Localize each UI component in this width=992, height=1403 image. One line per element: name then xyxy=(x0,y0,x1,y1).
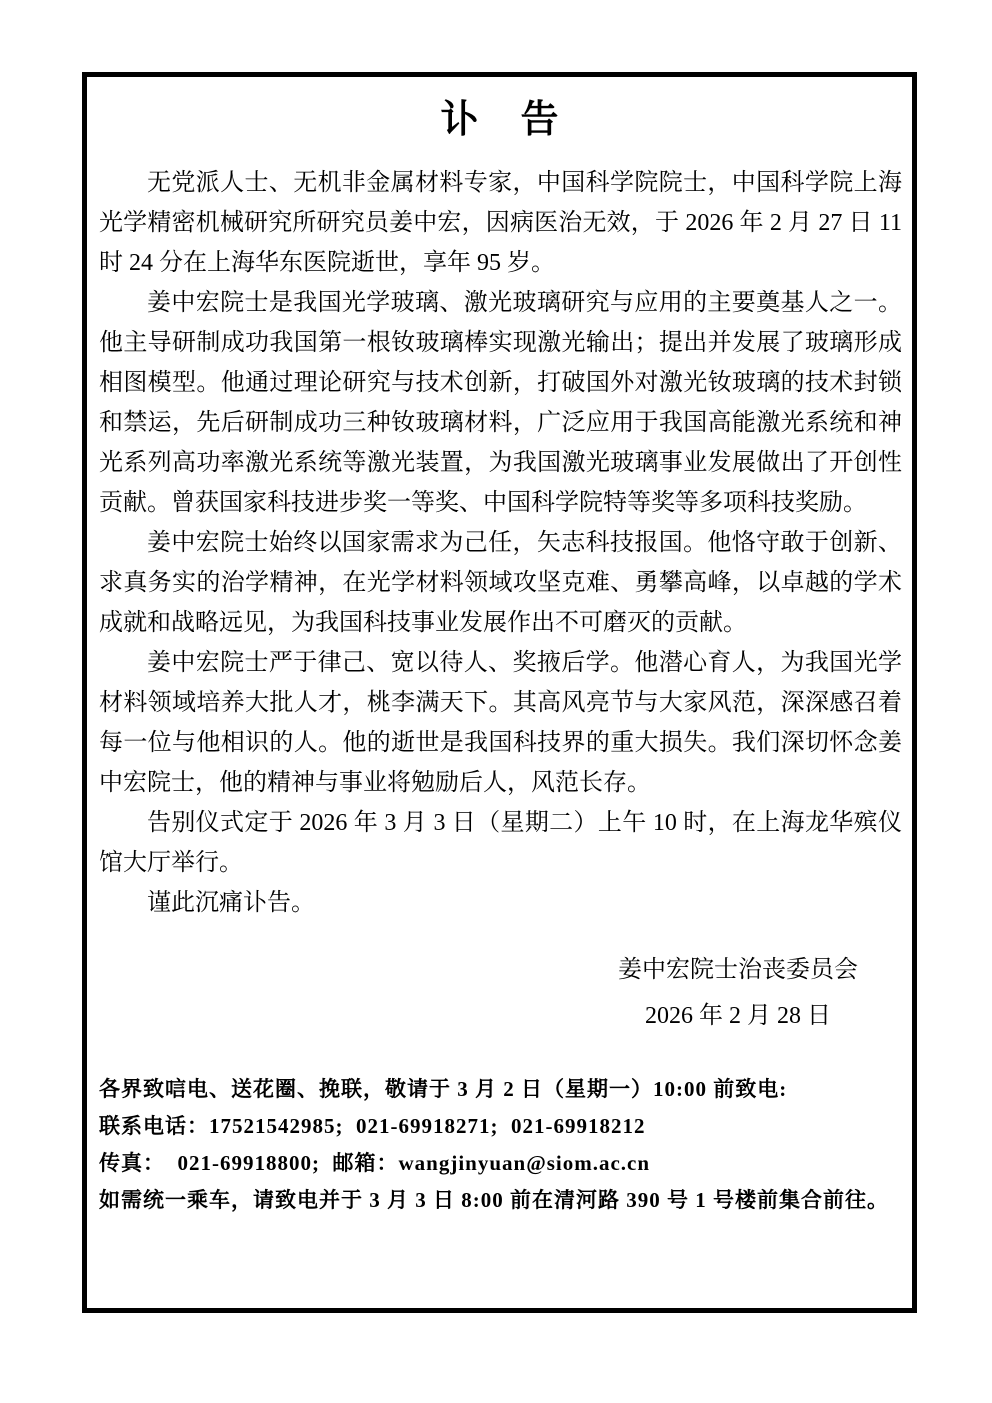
footer-phone-line: 联系电话：17521542985; 021-69918271; 021-69918212 xyxy=(99,1114,646,1138)
paragraph-ceremony-info: 告别仪式定于 2026 年 3 月 3 日（星期二）上午 10 时，在上海龙华殡仪馆大厅举行。 xyxy=(99,810,902,876)
signature-inner xyxy=(618,947,858,1039)
signature-date: 2026 年 2 月 28 日 xyxy=(645,1003,831,1029)
paragraph-death-announcement: 无党派人士、无机非金属材料专家，中国科学院院士，中国科学院上海光学精密机械研究所研究员姜中宏，因病医治无效，于 2026 年 2 月 27 日 11 时 24 分在上海华东医院逝世，享年 95 岁。 xyxy=(99,170,902,276)
obituary-document-frame xyxy=(82,72,917,1313)
contact-footer xyxy=(99,1071,902,1219)
obituary-body xyxy=(99,163,902,923)
paragraph-achievements: 姜中宏院士是我国光学玻璃、激光玻璃研究与应用的主要奠基人之一。他主导研制成功我国第一根钕玻璃棒实现激光输出；提出并发展了玻璃形成相图模型。他通过理论研究与技术创新，打破国外对激光钕玻璃的技术封锁和禁运，先后研制成功三种钕玻璃材料，广泛应用于我国高能激光系统和神光系列高功率激光系统等激光装置，为我国激光玻璃事业发展做出了开创性贡献。曾获国家科技进步奖一等奖、中国科学院特等奖等多项科技奖励。 xyxy=(99,290,902,516)
footer-transport-line: 如需统一乘车，请致电并于 3 月 3 日 8:00 前在清河路 390 号 1 号楼前集合前往。 xyxy=(99,1188,889,1212)
paragraph-dedication: 姜中宏院士始终以国家需求为己任，矢志科技报国。他恪守敢于创新、求真务实的治学精神，在光学材料领域攻坚克难、勇攀高峰，以卓越的学术成就和战略远见，为我国科技事业发展作出不可磨灭的贡献。 xyxy=(99,530,902,636)
page-title: 讣 告 xyxy=(440,99,561,141)
paragraph-closing: 谨此沉痛讣告。 xyxy=(147,890,315,916)
signature-block xyxy=(99,947,902,1039)
footer-condolence-notice-line: 各界致唁电、送花圈、挽联，敬请于 3 月 2 日（星期一）10:00 前致电: xyxy=(99,1077,788,1101)
paragraph-character-legacy: 姜中宏院士严于律己、宽以待人、奖掖后学。他潜心育人，为我国光学材料领域培养大批人才，桃李满天下。其高风亮节与大家风范，深深感召着每一位与他相识的人。他的逝世是我国科技界的重大损失。我们深切怀念姜中宏院士，他的精神与事业将勉励后人，风范长存。 xyxy=(99,650,902,796)
footer-fax-email-line: 传真： 021-69918800; 邮箱：wangjinyuan@siom.ac.cn xyxy=(99,1151,651,1175)
signature-committee: 姜中宏院士治丧委员会 xyxy=(618,957,858,983)
